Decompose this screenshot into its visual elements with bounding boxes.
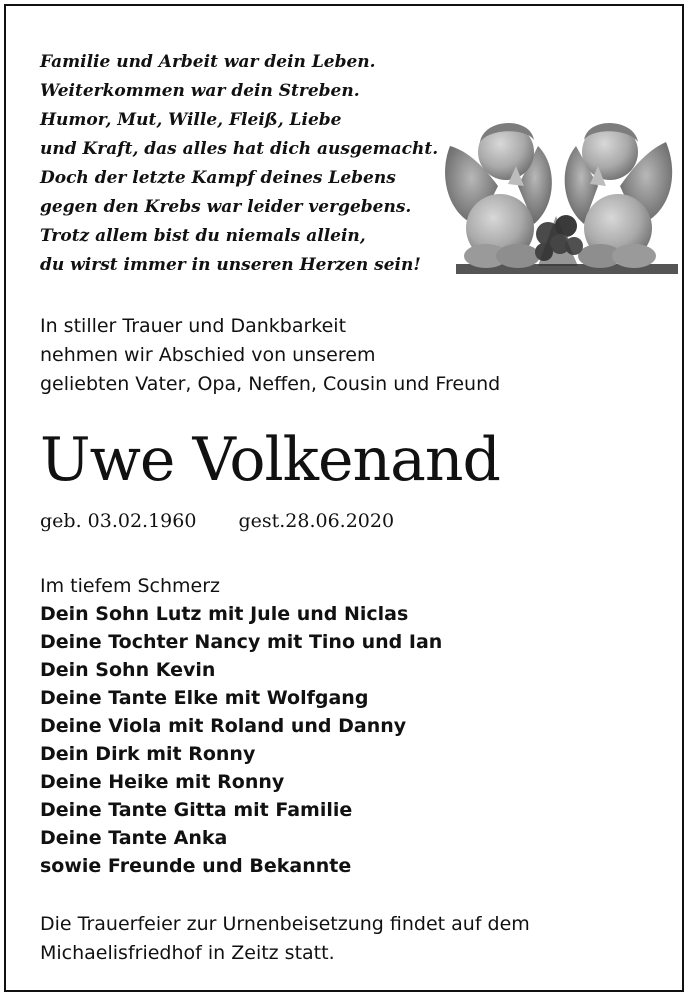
intro-line: nehmen wir Abschied von unserem [40,344,376,366]
mourner-name: Dein Sohn Kevin [40,659,216,681]
intro-text [40,312,500,399]
ceremony-notice [40,910,530,968]
ceremony-line: Michaelisfriedhof in Zeitz statt. [40,942,335,964]
intro-line: In stiller Trauer und Dankbarkeit [40,315,347,337]
poem-line: Weiterkommen war dein Streben. [40,81,360,101]
poem-line: Doch der letzte Kampf deines Lebens [40,168,396,188]
poem-line: und Kraft, das alles hat dich ausgemacht. [40,139,439,159]
poem-line: Familie und Arbeit war dein Leben. [40,52,376,72]
mourners-list [40,572,442,880]
ceremony-line: Die Trauerfeier zur Urnenbeisetzung findet auf dem [40,913,530,935]
poem [40,48,450,280]
poem-line: du wirst immer in unseren Herzen sein! [40,255,421,275]
poem-line: gegen den Krebs war leider vergebens. [40,197,412,217]
mourner-name: Deine Heike mit Ronny [40,771,285,793]
death-date: gest.28.06.2020 [238,510,395,532]
mourner-name: Deine Tochter Nancy mit Tino und Ian [40,631,443,653]
praying-angels-icon [438,106,678,278]
birth-date: geb. 03.02.1960 [40,510,197,532]
intro-line: geliebten Vater, Opa, Neffen, Cousin und Freund [40,373,501,395]
mourners-heading: Im tiefem Schmerz [40,575,221,597]
mourner-name: Dein Dirk mit Ronny [40,743,256,765]
obituary-card [4,4,684,992]
mourner-name: Deine Tante Elke mit Wolfgang [40,687,369,709]
mourner-name: Deine Viola mit Roland und Danny [40,715,407,737]
poem-line: Humor, Mut, Wille, Fleiß, Liebe [40,110,342,130]
mourner-name: Deine Tante Gitta mit Familie [40,799,353,821]
mourner-name: Deine Tante Anka [40,827,228,849]
deceased-name: Uwe Volkenand [40,425,500,495]
mourner-name: sowie Freunde und Bekannte [40,855,352,877]
life-dates [40,506,394,536]
mourner-name: Dein Sohn Lutz mit Jule und Niclas [40,603,409,625]
poem-line: Trotz allem bist du niemals allein, [40,226,366,246]
